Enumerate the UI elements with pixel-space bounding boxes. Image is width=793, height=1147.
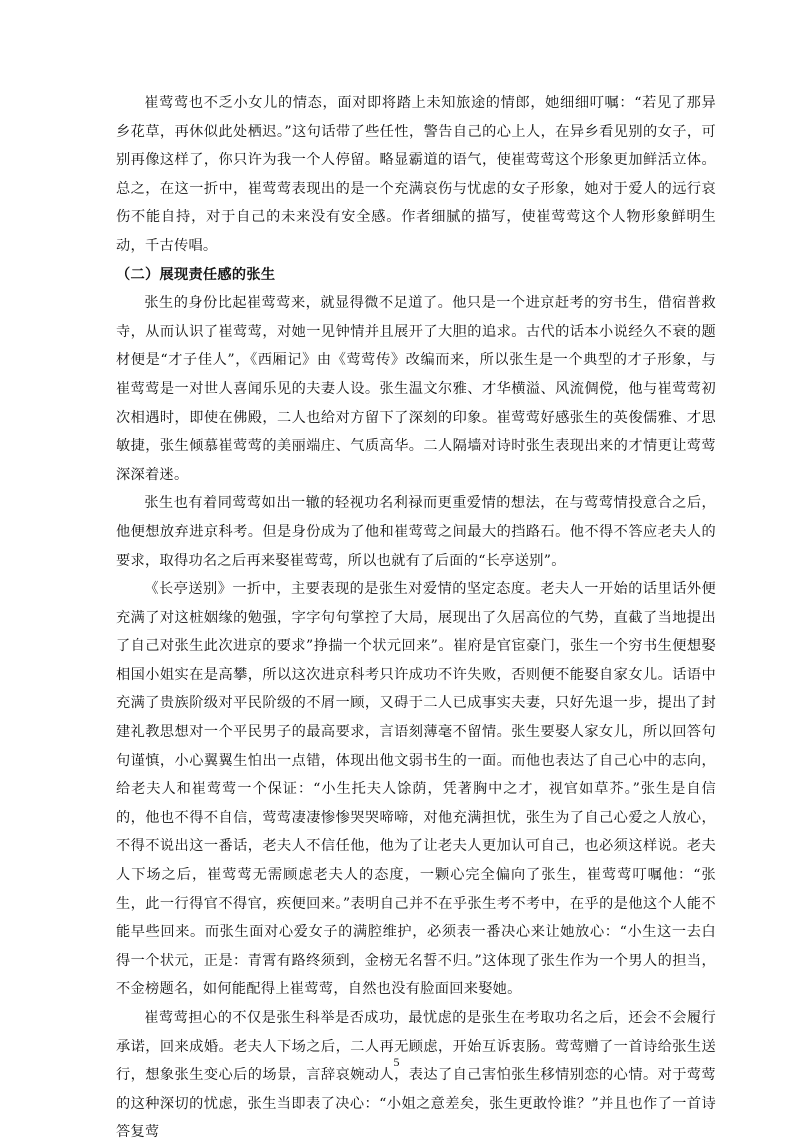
paragraph-zhangsheng-fame: 张生也有着同莺莺如出一辙的轻视功名利禄而更重爱情的想法，在与莺莺情投意合之后，他便想放弃进京科考。但是身份成为了他和崔莺莺之间最大的挡路石。他不得不答应老夫人的要求，取得功名之后再来娶崔莺莺，所以也就有了后面的“长亭送别”。 — [116, 495, 716, 569]
paragraph-changting-farewell: 《长亭送别》一折中，主要表现的是张生对爱情的坚定态度。老夫人一开始的话里话外便充满了对这桩姻缘的勉强，字字句句掌控了大局，展现出了久居高位的气势，直截了当地提出了自己对张生此次进京的要求”挣揣一个状元回来”。崔府是官宦豪门，张生一个穷书生便想娶相国小姐实在是高攀，所以这次进京科考只许成功不许失败，否则便不能娶自家女儿。话语中充满了贵族阶级对平民阶级的不屑一顾，又碍于二人已成事实夫妻，只好先退一步，提出了封建礼教思想对一个平民男子的最高要求，言语刻薄毫不留情。张生要娶人家女儿，所以回答句句谨慎，小心翼翼生怕出一点错，体现出他文弱书生的一面。而他也表达了自己心中的志向，给老夫人和崔莺莺一个保证：“小生托夫人馀荫，凭著胸中之才，视官如草芥。”张生是自信的，他也不得不自信，莺莺凄凄惨惨哭哭啼啼，对他充满担忧，张生为了自己心爱之人放心，不得不说出这一番话，老夫人不信任他，他为了让老夫人更加认可自己，也必须这样说。老夫人下场之后，崔莺莺无需顾虑老夫人的态度，一颗心完全偏向了张生，崔莺莺叮嘱他：“张生，此一行得官不得官，疾便回来。”表明自己并不在乎张生考不考中，在乎的是他这个人能不能早些回来。而张生面对心爱女子的满腔维护，必须表一番决心来让她放心：“小生这一去白得一个状元，正是：青霄有路终须到，金榜无名誓不归。”这体现了张生作为一个男人的担当，不金榜题名，如何能配得上崔莺莺，自然也没有脸面回来娶她。 — [116, 581, 716, 998]
paragraph-zhangsheng-identity: 张生的身份比起崔莺莺来，就显得微不足道了。他只是一个进京赶考的穷书生，借宿普救寺，从而认识了崔莺莺，对她一见钟情并且展开了大胆的追求。古代的话本小说经久不衰的题材便是“才子佳人”，《西厢记》由《莺莺传》改编而来，所以张生是一个典型的才子形象，与崔莺莺是一对世人喜闻乐见的夫妻人设。张生温文尔雅、才华横溢、风流倜傥，他与崔莺莺初次相遇时，即使在佛殿，二人也给对方留下了深刻的印象。崔莺莺好感张生的英俊儒雅、才思敏捷，张生倾慕崔莺莺的美丽端庄、气质高华。二人隔墙对诗时张生表现出来的才情更让莺莺深深着迷。 — [116, 295, 716, 483]
page-number: 5 — [393, 1055, 400, 1069]
paragraph-yingying-worry: 崔莺莺担心的不仅是张生科举是否成功，最忧虑的是张生在考取功名之后，还会不会履行承诺，回来成婚。老夫人下场之后，二人再无顾虑，开始互诉衷肠。莺莺赠了一首诗给张生送行，想象张生变心后的场景，言辞哀婉动人，表达了自己害怕张生移情别恋的心情。对于莺莺的这种深切的忧虑，张生当即表了决心：“小姐之意差矣，张生更敢怜谁？”并且也作了一首诗答复莺 — [116, 1010, 716, 1141]
page-content — [116, 89, 716, 1147]
paragraph-cuiyingying-summary: 崔莺莺也不乏小女儿的情态，面对即将踏上未知旅途的情郎，她细细叮嘱：“若见了那异乡花草，再休似此处栖迟。”这句话带了些任性，警告自己的心上人，在异乡看见别的女子，可别再像这样了，你只许为我一个人停留。略显霸道的语气，使崔莺莺这个形象更加鲜活立体。总之，在这一折中，崔莺莺表现出的是一个充满哀伤与忧虑的女子形象，她对于爱人的远行哀伤不能自持，对于自己的未来没有安全感。作者细腻的描写，使崔莺莺这个人物形象鲜明生动，千古传唱。 — [116, 95, 716, 254]
section-heading: （二）展现责任感的张生 — [116, 266, 276, 283]
